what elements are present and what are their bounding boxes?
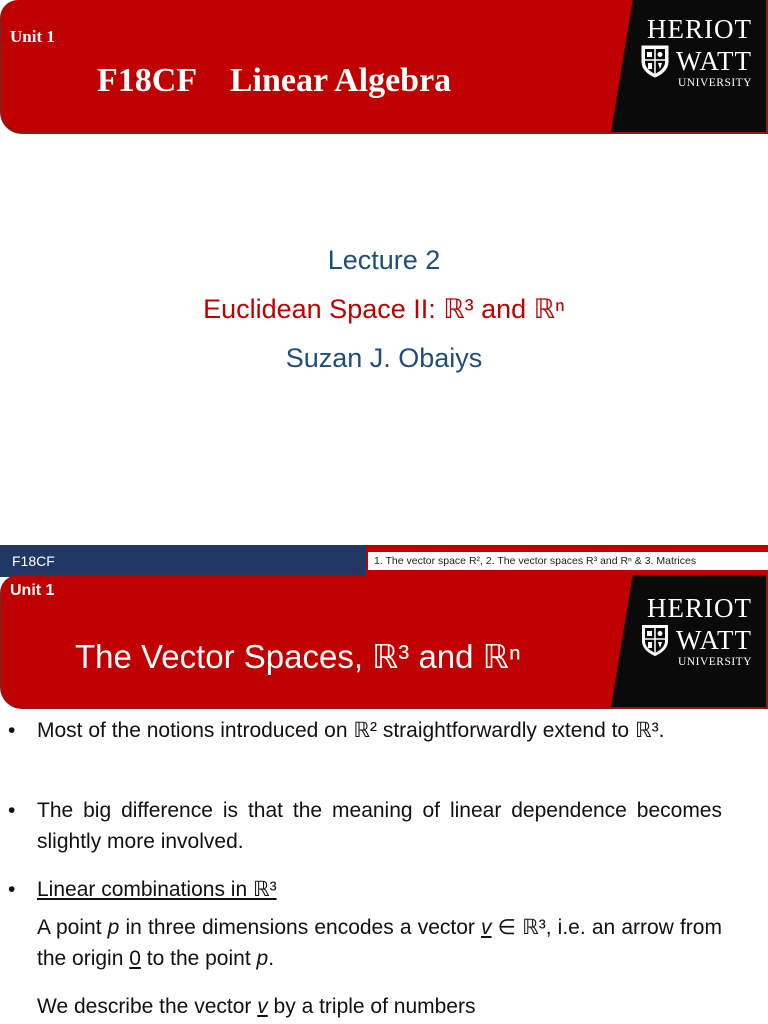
course-code: F18CF: [97, 62, 196, 99]
bullet-marker: •: [8, 719, 16, 742]
text-run: to the point: [140, 947, 257, 970]
heriot-watt-logo: [627, 14, 752, 89]
logo-line-university: UNIVERSITY: [678, 656, 752, 668]
triple-description: [37, 991, 722, 1022]
bullet-heading: [37, 874, 722, 905]
linear-combinations-heading: Linear combinations in ℝ³: [37, 878, 277, 901]
unit-label: Unit 1: [10, 582, 55, 599]
lecturer-name: Suzan J. Obaiys: [285, 343, 483, 373]
heriot-watt-logo: [627, 593, 752, 668]
logo-line-heriot: HERIOT: [647, 593, 752, 623]
bullet-marker: •: [8, 799, 16, 822]
course-name: Linear Algebra: [229, 62, 452, 99]
symbol-v: v: [481, 916, 492, 939]
symbol-v: v: [257, 995, 268, 1018]
section-title: The Vector Spaces, ℝ³ and ℝⁿ: [75, 638, 521, 675]
content-slide: [0, 545, 768, 1024]
unit-label: Unit 1: [10, 27, 55, 46]
text-run: ∈ ℝ³, i.e. an arrow from the origin: [37, 916, 722, 970]
logo-line-watt: WATT: [676, 46, 752, 76]
topics-strip: [366, 545, 768, 577]
bullet-text: The big difference is that the meaning of linear dependence becomes slightly more involved.: [37, 799, 722, 853]
logo-line-university: UNIVERSITY: [678, 77, 752, 89]
point-description: [37, 912, 722, 974]
topics-text: 1. The vector space R², 2. The vector spaces R³ and Rⁿ & 3. Matrices: [368, 552, 768, 570]
text-run: by a triple of numbers: [267, 995, 476, 1018]
logo-line-watt: WATT: [676, 625, 752, 655]
bullet-marker: •: [8, 878, 16, 901]
lecture-number: Lecture 2: [327, 245, 441, 275]
lecture-title: Euclidean Space II: ℝ³ and ℝⁿ: [203, 294, 565, 324]
crest-icon: [640, 623, 670, 657]
symbol-zero: 0: [129, 947, 141, 970]
bullet-text: Most of the notions introduced on ℝ² straightforwardly extend to ℝ³.: [37, 719, 665, 742]
symbol-p: p: [256, 947, 269, 970]
text-run: .: [268, 947, 275, 970]
text-run: A point: [37, 916, 108, 939]
course-title: [97, 62, 451, 100]
logo-line-heriot: HERIOT: [647, 14, 752, 44]
text-run: in three dimensions encodes a vector: [119, 916, 482, 939]
symbol-p: p: [107, 916, 120, 939]
header-banner: [0, 0, 768, 134]
crest-icon: [640, 44, 670, 78]
course-code-strip: F18CF: [0, 545, 366, 577]
text-run: We describe the vector: [37, 995, 258, 1018]
